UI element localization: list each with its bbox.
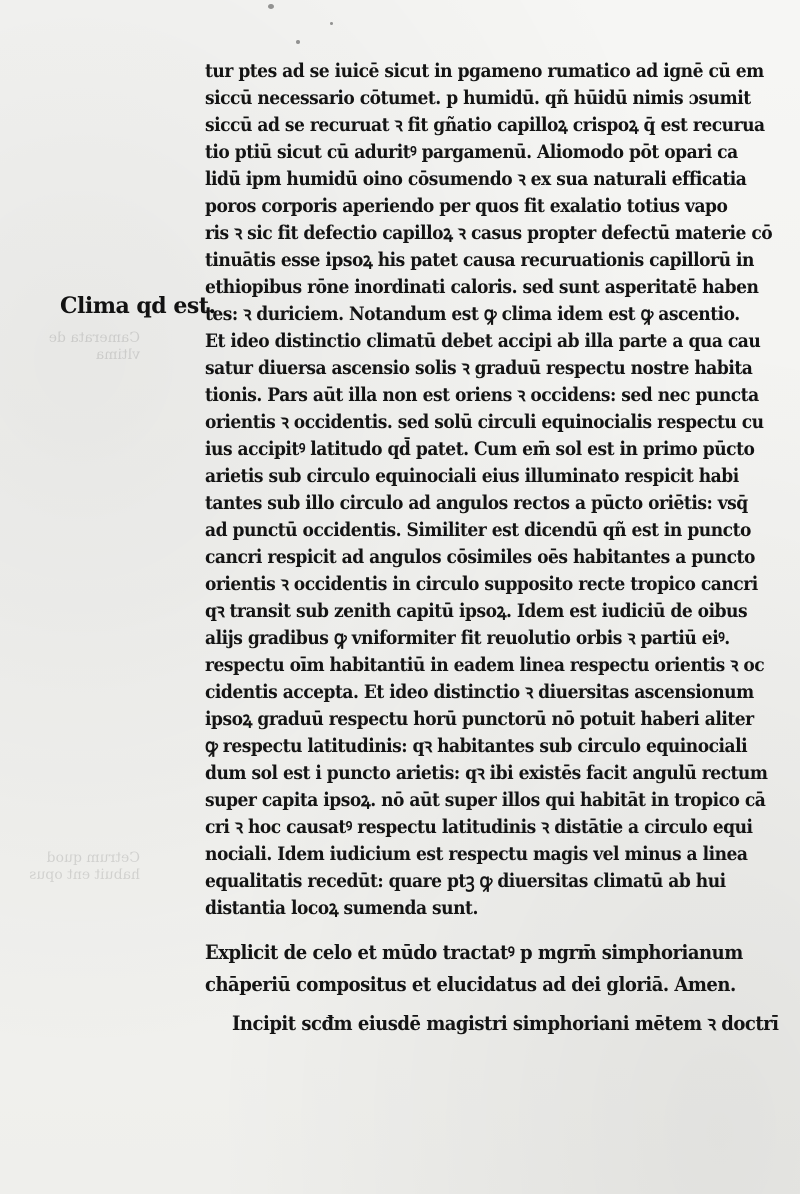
text-line: Et ideo distinctio climatū debet accipi ab illa parte a qua cau — [205, 330, 761, 352]
incipit-line: Incipit scđm eiusdē magistri simphoriani mētem ꝛ doctrī — [232, 1011, 779, 1035]
explicit-line: chāperiū compositus et elucidatus ad dei gloriā. Amen. — [205, 972, 736, 996]
text-line: ethiopibus rōne inordinati caloris. sed sunt asperitatē haben — [205, 276, 759, 298]
text-line: ius accipitꝰ latitudo qd̄ patet. Cum em̄ sol est in primo pūcto — [205, 438, 755, 460]
text-line: nociali. Idem iudicium est respectu magis vel minus a linea — [205, 843, 748, 865]
text-line: ꝙ respectu latitudinis: qꝛ habitantes sub circulo equinociali — [205, 735, 748, 757]
text-line: tionis. Pars aūt illa non est oriens ꝛ occidens: sed nec puncta — [205, 384, 759, 406]
ink-speck — [268, 4, 274, 9]
text-line: qꝛ transit sub zenith capitū ipsoꝝ. Idem est iudiciū de oibus — [205, 600, 748, 622]
text-line: dum sol est i puncto arietis: qꝛ ibi existēs facit angulū rectum — [205, 762, 768, 784]
explicit-line: Explicit de celo et mūdo tractatꝰ p mgrm̄ simphorianum — [205, 940, 743, 964]
text-line: super capita ipsoꝝ. nō aūt super illos qui habitāt in tropico cā — [205, 789, 766, 811]
text-line: ad punctū occidentis. Similiter est dicendū qñ est in puncto — [205, 519, 751, 541]
text-line: siccū ad se recuruat ꝛ fit gñatio capilloꝝ crispoꝝ q̄ est recurua — [205, 114, 765, 136]
text-line: distantia locoꝝ sumenda sunt. — [205, 897, 478, 919]
main-text-block — [205, 58, 775, 922]
ink-speck — [296, 40, 300, 44]
text-line: satur diuersa ascensio solis ꝛ graduū respectu nostre habita — [205, 357, 753, 379]
text-line: orientis ꝛ occidentis in circulo supposito recte tropico cancri — [205, 573, 758, 595]
text-line: siccū necessario cōtumet. p humidū. qñ hūidū nimis ɔsumit — [205, 87, 751, 109]
text-line: alijs gradibus ꝙ vniformiter fit reuolutio orbis ꝛ partiū eiꝰ. — [205, 627, 730, 649]
incipit-heading — [232, 1007, 792, 1039]
text-line: tur ptes ad se iuicē sicut in pgameno rumatico ad ignē cū em — [205, 60, 764, 82]
text-line: cri ꝛ hoc causatꝰ respectu latitudinis ꝛ distātie a circulo equi — [205, 816, 753, 838]
text-line: tes: ꝛ duriciem. Notandum est ꝙ clima idem est ꝙ ascentio. — [205, 303, 740, 325]
text-line: ris ꝛ sic fit defectio capilloꝝ ꝛ casus propter defectū materie cō — [205, 222, 773, 244]
bleed-through-upper: Camerata de vltima — [48, 330, 140, 363]
text-line: arietis sub circulo equinociali eius illuminato respicit habi — [205, 465, 739, 487]
text-line: tio ptiū sicut cū aduritꝰ pargamenū. Aliomodo pōt opari ca — [205, 141, 738, 163]
text-line: cidentis accepta. Et ideo distinctio ꝛ diuersitas ascensionum — [205, 681, 754, 703]
text-line: equalitatis recedūt: quare ptꝫ ꝙ diuersitas climatū ab hui — [205, 870, 726, 892]
text-line: tinuātis esse ipsoꝝ his patet causa recuruationis capillorū in — [205, 249, 754, 271]
text-line: lidū ipm humidū oino cōsumendo ꝛ ex sua naturali efficatia — [205, 168, 747, 190]
ink-speck — [330, 22, 333, 25]
explicit-colophon — [205, 936, 775, 1000]
text-line: respectu oīm habitantiū in eadem linea respectu orientis ꝛ oc — [205, 654, 765, 676]
text-line: poros corporis aperiendo per quos fit exalatio totius vapo — [205, 195, 728, 217]
text-line: cancri respicit ad angulos cōsimiles oēs habitantes a puncto — [205, 546, 755, 568]
text-line: orientis ꝛ occidentis. sed solū circuli equinocialis respectu cu — [205, 411, 764, 433]
text-line: ipsoꝝ graduū respectu horū punctorū nō potuit haberi aliter — [205, 708, 754, 730]
text-line: tantes sub illo circulo ad angulos rectos a pūcto oriētis: vsq̄ — [205, 492, 748, 514]
marginal-note: Clima qd est. — [60, 293, 216, 319]
bleed-through-lower: Cetrum quod habuit ent opus — [29, 850, 140, 883]
